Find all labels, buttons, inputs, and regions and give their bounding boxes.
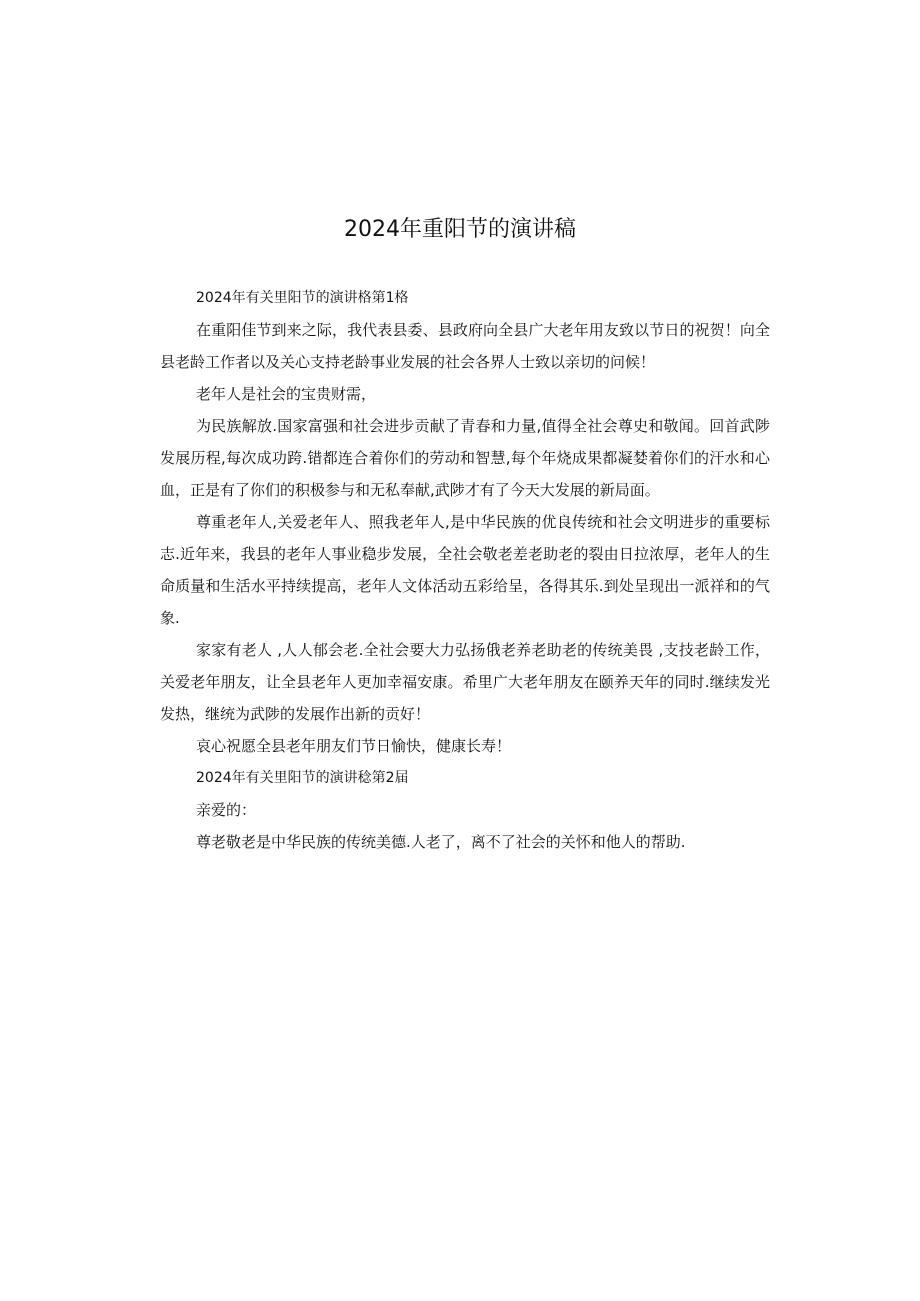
paragraph-every-family: 家家有老人 ,人人郁会老.全社会要大力弘扬俄老养老助老的传统美畏 ,支技老龄工作，关爱老年朋友，让全县老年人更加幸福安康。希里广大老年朋友在颐养天年的同时.继续发光发热，继统为武陟的发展作出新的贡好！ [160, 641, 770, 723]
paragraph-greeting: 在重阳佳节到来之际，我代表县委、县政府向全县广大老年用友致以节日的祝贺！向全县老龄工作者以及关心支持老龄事业发展的社会各界人士致以亲切的问候！ [160, 321, 770, 371]
paragraph-wishes: 哀心祝愿全县老年朋友们节日愉快，健康长寿！ [196, 737, 512, 755]
paragraph-salutation: 亲爱的： [196, 801, 257, 819]
document-body [160, 282, 770, 858]
paragraph-elders-treasure: 老年人是社会的宝贵财需， [196, 385, 377, 403]
document-title: 2024年重阳节的演讲稿 [344, 217, 576, 242]
paragraph-contribution: 为民族解放.国家富强和社会进步贡献了青春和力量,值得全社会尊史和敬闻。回首武陟发展历程,每次成功跨.错都连合着你们的劳动和智慧,每个年烧成果都凝婪着你们的汗水和心血，正是有了你们的积极参与和无私奉献,武陟才有了今天大发展的新局面。 [160, 417, 770, 499]
section-heading-2: 2024年有关里阳节的演讲稔第2届 [196, 770, 409, 786]
paragraph-traditional-virtue: 尊老敬老是中华民族的传统美德.人老了，离不了社会的关怀和他人的帮助. [196, 833, 686, 851]
paragraph-respect-elders: 尊重老年人,关爱老年人、照我老年人,是中华民族的优良传统和社会文明进步的重要标志.近年来，我县的老年人事业稳步发展，全社会敬老差老助老的裂由日拉浓厚，老年人的生命质量和生活水平持续提高，老年人文体活动五彩给呈，各得其乐.到处呈现出一派祥和的气象. [160, 513, 770, 627]
section-heading-1: 2024年有关里阳节的演讲格第1格 [196, 290, 409, 306]
